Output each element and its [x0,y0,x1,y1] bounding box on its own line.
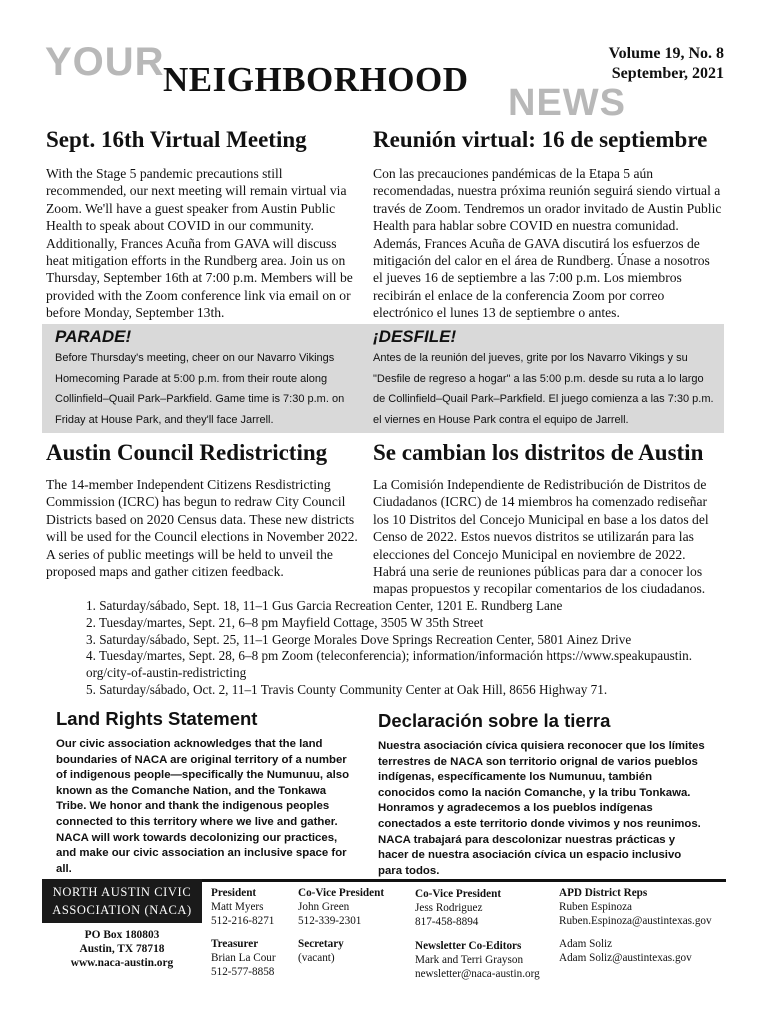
list-item: 2. Tuesday/martes, Sept. 21, 6–8 pm Mayfield Cottage, 3505 W 35th Street [86,614,484,630]
officer-name: Ruben Espinoza [559,901,633,913]
org-name-line1: NORTH AUSTIN CIVIC [52,885,192,899]
officer-title: APD District Reps [559,887,648,899]
officer-title: Co-Vice President [415,888,502,900]
officer-name: Adam Soliz [559,938,613,950]
officer-name: Jess Rodriguez [415,902,483,914]
land-rights-title-es: Declaración sobre la tierra [378,710,611,731]
meeting-title-es: Reunión virtual: 16 de septiembre [373,127,708,152]
redistricting-title-en: Austin Council Redistricting [46,440,328,465]
list-item: 3. Saturday/sábado, Sept. 25, 11–1 George Morales Dove Springs Recreation Center, 5801 Ainez Drive [86,631,632,647]
city-zip: Austin, TX 78718 [79,943,165,955]
redistricting-body-es: La Comisión Independiente de Redistribución de Distritos de Ciudadanos (ICRC) de 14 miembros ha comenzado rediseñar los 10 Distritos del Concejo Municipal en base a los datos del Censo de 2022. Estos nuevos distritos se utilizarán para las elecciones del Concejo Municipal en noviembre de 2022. Habrá una serie de reuniones públicas para dar a conocer los mapas propuestos y recopilar comentarios de los ciudadanos. [373,477,709,597]
land-rights-body-en: Our civic association acknowledges that the land boundaries of NACA are original territory of a number of indigenous people—specifically the Numunuu, also known as the Comanche Nation, and the Tonkawa Tribe. We honor and thank the indigenous peoples connected to this territory where we live and gather. NACA will work towards decolonizing our practices, and make our civic association an inclusive space for all. [56,738,350,875]
mailing-address [42,928,202,970]
meeting-body-es: Con las precauciones pandémicas de la Etapa 5 aún recomendadas, nuestra próxima reunión seguirá siendo virtual a través de Zoom. Tendremos un orador invitado de Austin Public Health para hablar sobre COVID en nuestra comunidad. Además, Frances Acuña de GAVA discutirá los esfuerzos de mitigación del calor en el área de Rundberg. Únase a nosotros el jueves 16 de septiembre a las 7:00 p.m. Los miembros recibirán el enlace de la conferencia Zoom por correo electrónico el lunes 13 de septiembre o antes. [373,166,722,321]
officer-title: President [211,887,257,899]
org-name-line2: ASSOCIATION (NACA) [52,903,192,917]
land-rights-title-en: Land Rights Statement [56,708,258,729]
parade-title-en: PARADE! [55,327,132,346]
officer-co-vice-president-2 [415,887,501,929]
officer-newsletter-editors [415,939,540,981]
officer-title: Treasurer [211,938,259,950]
officer-phone: 512-577-8858 [211,966,275,978]
parade-title-es: ¡DESFILE! [373,327,457,346]
redistricting-title-es: Se cambian los distritos de Austin [373,440,704,465]
land-rights-body-es: Nuestra asociación cívica quisiera reconocer que los límites terrestres de NACA son territorio orignal de varios pueblos indígenas, específicamente los Numunuu, también conocidos como la nación Comanche, y la tribu Tonkawa. Honramos y agradecemos a los pueblos indígenas conectados a este territorio donde vivimos y nos reunimos. NACA trabajará para descolonizar nuestras prácticas y hacer de nuestra asociación cívica un espacio inclusivo para todos. [378,740,705,877]
masthead-neighborhood: NEIGHBORHOOD [163,60,469,99]
officer-name: Brian La Cour [211,952,276,964]
issue-date: September, 2021 [611,65,724,82]
org-name-block [42,879,202,923]
officer-apd-rep-2 [559,937,692,965]
list-item: 5. Saturday/sábado, Oct. 2, 11–1 Travis County Community Center at Oak Hill, 8656 Highway 71. [86,681,608,697]
po-box: PO Box 180803 [84,929,160,941]
officer-phone: 512-339-2301 [298,915,362,927]
officer-name: (vacant) [298,952,335,964]
redistricting-body-en: The 14-member Independent Citizens Resdistricting Commission (ICRC) has begun to redraw City Council Districts based on 2020 Census data. These new districts will be used for the Council elections in November 2022. A series of public meetings will be held to unveil the proposed maps and gather citizen feedback. [46,477,358,580]
parade-body-es: Antes de la reunión del jueves, grite por los Navarro Vikings y su "Desfile de regreso a hogar" a las 5:00 p.m. desde su ruta a lo largo de Collinfield–Quail Park–Parkfield. El juego comienza a las 7:30 p.m. el viernes en House Park contra el equipo de Jarrell. [373,352,714,426]
officer-co-vice-president-1 [298,886,384,928]
officer-secretary [298,937,344,965]
volume-number: Volume 19, No. 8 [608,45,724,62]
officer-name: John Green [298,901,350,913]
public-meetings-list [86,598,736,699]
parade-body-en: Before Thursday's meeting, cheer on our Navarro Vikings Homecoming Parade at 5:00 p.m. from their route along Collinfield–Quail Park–Parkfield. Game time is 7:30 p.m. on Friday at House Park, and they'll face Jarrell. [55,352,345,426]
officer-title: Co-Vice President [298,887,385,899]
officer-name: Matt Myers [211,901,264,913]
officer-name: Mark and Terri Grayson [415,954,524,966]
list-item: 4. Tuesday/martes, Sept. 28, 6–8 pm Zoom (teleconferencia); information/información https://www.speakupaustin. [86,648,693,664]
officer-phone: 512-216-8271 [211,915,275,927]
officer-treasurer [211,937,276,979]
officer-email[interactable]: newsletter@naca-austin.org [415,968,540,980]
officer-apd-reps [559,886,712,928]
officer-email[interactable]: Adam Soliz@austintexas.gov [559,952,692,964]
website-link[interactable]: www.naca-austin.org [70,957,174,969]
list-item: 1. Saturday/sábado, Sept. 18, 11–1 Gus Garcia Recreation Center, 1201 E. Rundberg Lane [86,598,563,613]
meeting-title-en: Sept. 16th Virtual Meeting [46,127,307,152]
officer-title: Newsletter Co-Editors [415,940,522,952]
officer-president [211,886,274,928]
officer-email[interactable]: Ruben.Espinoza@austintexas.gov [559,915,712,927]
masthead-your: YOUR [45,40,165,84]
officer-phone: 817-458-8894 [415,916,479,928]
masthead-news: NEWS [508,82,626,124]
issue-info [609,44,724,84]
list-item-url-continued[interactable]: org/city-of-austin-redistricting [86,665,247,681]
meeting-body-en: With the Stage 5 pandemic precautions still recommended, our next meeting will remain virtual via Zoom. We'll have a guest speaker from Austin Public Health to speak about COVID in our community. Additionally, Frances Acuña from GAVA will discuss heat mitigation efforts in the Rundberg area. Join us on Thursday, September 16th at 7:00 p.m. Members will be provided with the Zoom conference link via email on or before Monday, September 13th. [46,166,353,321]
officer-title: Secretary [298,938,344,950]
